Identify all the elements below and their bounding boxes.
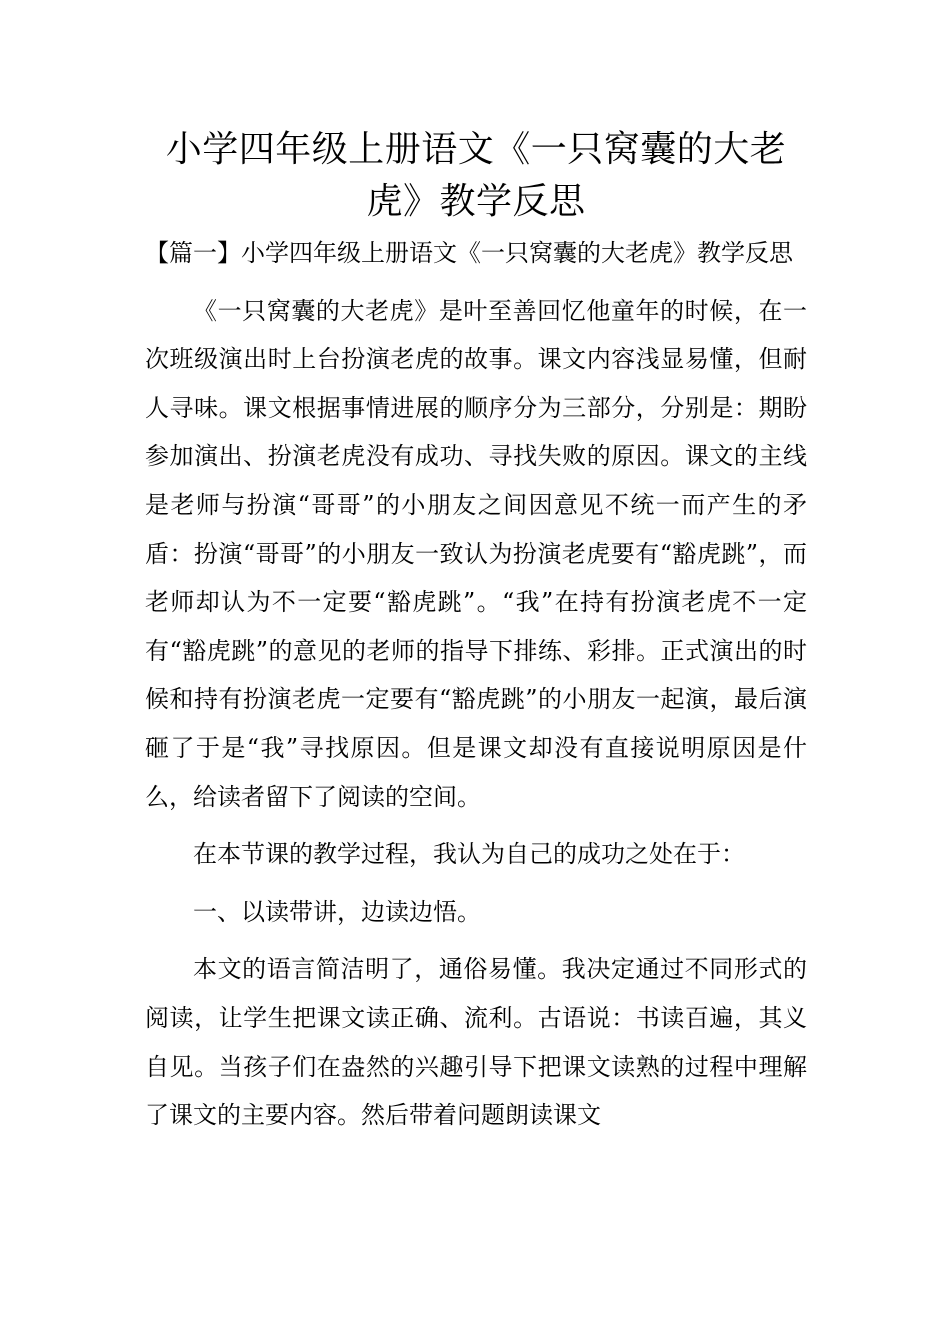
paragraph: 一、以读带讲，边读边悟。	[193, 897, 481, 926]
paragraph: 本文的语言简洁明了，通俗易懂。我决定通过不同形式的阅读，让学生把课文读正确、流利。古语说：书读百遍，其义自见。当孩子们在盎然的兴趣引导下把课文读熟的过程中理解了课文的主要内容。然后带着问题朗读课文	[145, 955, 807, 1130]
paragraph: 在本节课的教学过程，我认为自己的成功之处在于：	[193, 840, 745, 869]
title-line-1: 小学四年级上册语文《一只窝囊的大老	[165, 129, 787, 170]
document-body	[145, 229, 807, 1140]
section-heading: 【篇一】小学四年级上册语文《一只窝囊的大老虎》教学反思	[145, 239, 793, 267]
title-line-2: 虎》教学反思	[366, 181, 586, 222]
document-title	[145, 124, 807, 228]
paragraph: 《一只窝囊的大老虎》是叶至善回忆他童年的时候，在一次班级演出时上台扮演老虎的故事。课文内容浅显易懂，但耐人寻味。课文根据事情进展的顺序分为三部分，分别是：期盼参加演出、扮演老虎没有成功、寻找失败的原因。课文的主线是老师与扮演“哥哥”的小朋友之间因意见不统一而产生的矛盾：扮演“哥哥”的小朋友一致认为扮演老虎要有“豁虎跳”，而老师却认为不一定要“豁虎跳”。“我”在持有扮演老虎不一定有“豁虎跳”的意见的老师的指导下排练、彩排。正式演出的时候和持有扮演老虎一定要有“豁虎跳”的小朋友一起演，最后演砸了于是“我”寻找原因。但是课文却没有直接说明原因是什么，给读者留下了阅读的空间。	[145, 296, 807, 811]
